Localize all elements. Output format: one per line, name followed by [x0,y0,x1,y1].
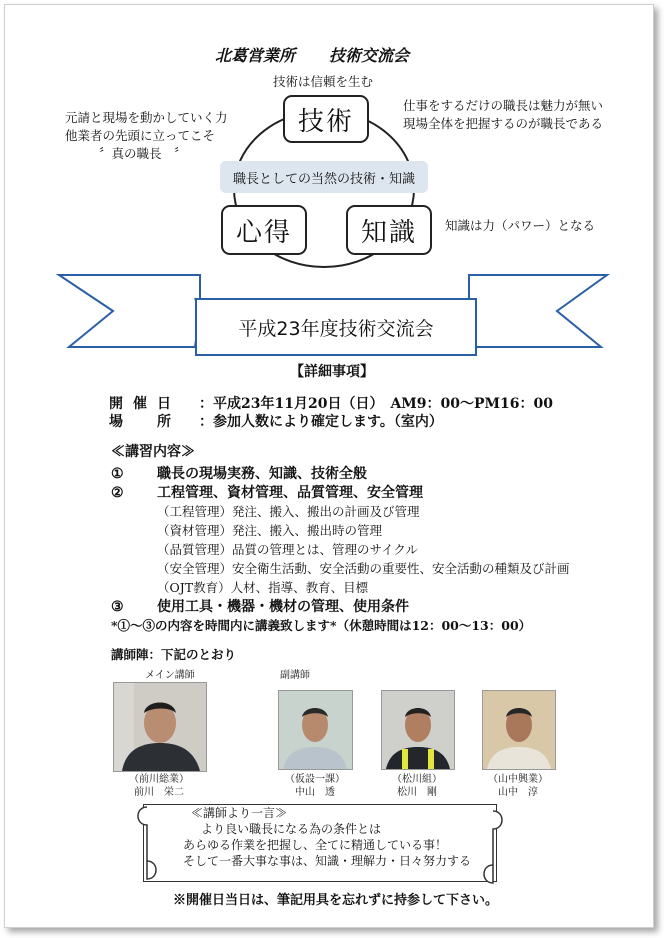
course-heading: ≪講習内容≫ [111,444,195,460]
note-right-2: 現場全体を把握するのが職長である [403,116,604,131]
sub-item-4: （安全管理）安全衛生活動、安全活動の重要性、安全活動の種類及び計画 [157,561,570,576]
message-line-2: あらゆる作業を把握し、全てに精通している事！ [183,838,448,852]
box-chishiki: 知識 [346,205,432,255]
lecturer-heading: 講師陣：下記のとおり [111,647,237,662]
message-line-1: より良い職長になる為の条件とは [201,822,382,836]
place-label: 場 所 [109,414,181,430]
sub-item-1: （工程管理）発注、搬入、搬出の計画及び管理 [157,504,420,519]
person-portrait-icon [382,691,454,769]
caption-nakayama: （仮設一課） 中山 透 [285,774,345,798]
photo-maekawa [113,682,207,772]
note-right-1: 仕事をするだけの職長は魅力が無い [403,98,604,113]
caption-matsukawa: （松川組） 松川 剛 [392,774,442,798]
date-row [109,393,553,413]
date-label: 開催日 [109,396,181,412]
footer-note: ※開催日当日は、筆記用具を忘れずに持参して下さい。 [173,893,499,908]
sub-item-5: （OJT教育）人材、指導、教育、目標 [157,580,369,595]
photo-matsukawa [381,690,455,770]
note-chishiki: 知識は力（パワー）となる [445,218,596,233]
message-line-3: そして一番大事な事は、知識・理解力・日々努力する [183,854,472,868]
person-portrait-icon [114,683,206,771]
office-name: 北葛営業所 [215,46,296,65]
sub-lecturer-label: 副講師 [280,670,310,681]
photo-yamanaka [482,690,556,770]
note-left-3: 〞真の職長 〞 [99,146,187,161]
main-lecturer-label: メイン講師 [145,670,195,681]
note-left-2: 他業者の先頭に立ってこそ [65,128,216,143]
details-heading: 【詳細事項】 [290,364,374,380]
sub-item-3: （品質管理）品質の管理とは、管理のサイクル [157,542,419,557]
course-item-3: ③ 使用工具・機器・機材の管理、使用条件 [111,599,409,615]
person-portrait-icon [483,691,555,769]
box-gijutsu: 技術 [283,95,369,143]
place-value: ：参加人数により確定します。（室内） [199,414,443,430]
caption-yamanaka: （山中興業） 山中 淳 [488,774,548,798]
flyer-page [4,4,654,928]
caption-gijutsu: 技術は信頼を生む [273,74,374,89]
box-kokoroe: 心得 [221,205,307,255]
sub-item-2: （資材管理）発注、搬入、搬出時の管理 [157,523,383,538]
course-item-1: ① 職長の現場実務、知識、技術全般 [111,466,367,482]
person-portrait-icon [279,691,352,769]
page-title [215,43,409,66]
banner-title: 平成23年度技術交流会 [195,298,477,356]
time-note: *①～③の内容を時間内に講義致します*（休憩時間は12：00～13：00） [111,618,532,633]
note-left-1: 元請と現場を動かしていく力 [65,110,228,125]
core-band: 職長としての当然の技術・知識 [220,161,428,193]
date-value: ：平成23年11月20日（日） AM9：00～PM16：00 [199,396,554,412]
photo-nakayama [278,690,353,770]
place-row [109,411,443,431]
caption-maekawa: （前川総業） 前川 栄二 [129,774,189,798]
event-name: 技術交流会 [329,46,410,65]
message-heading: ≪講師より一言≫ [191,806,288,820]
course-item-2: ② 工程管理、資材管理、品質管理、安全管理 [111,485,423,501]
